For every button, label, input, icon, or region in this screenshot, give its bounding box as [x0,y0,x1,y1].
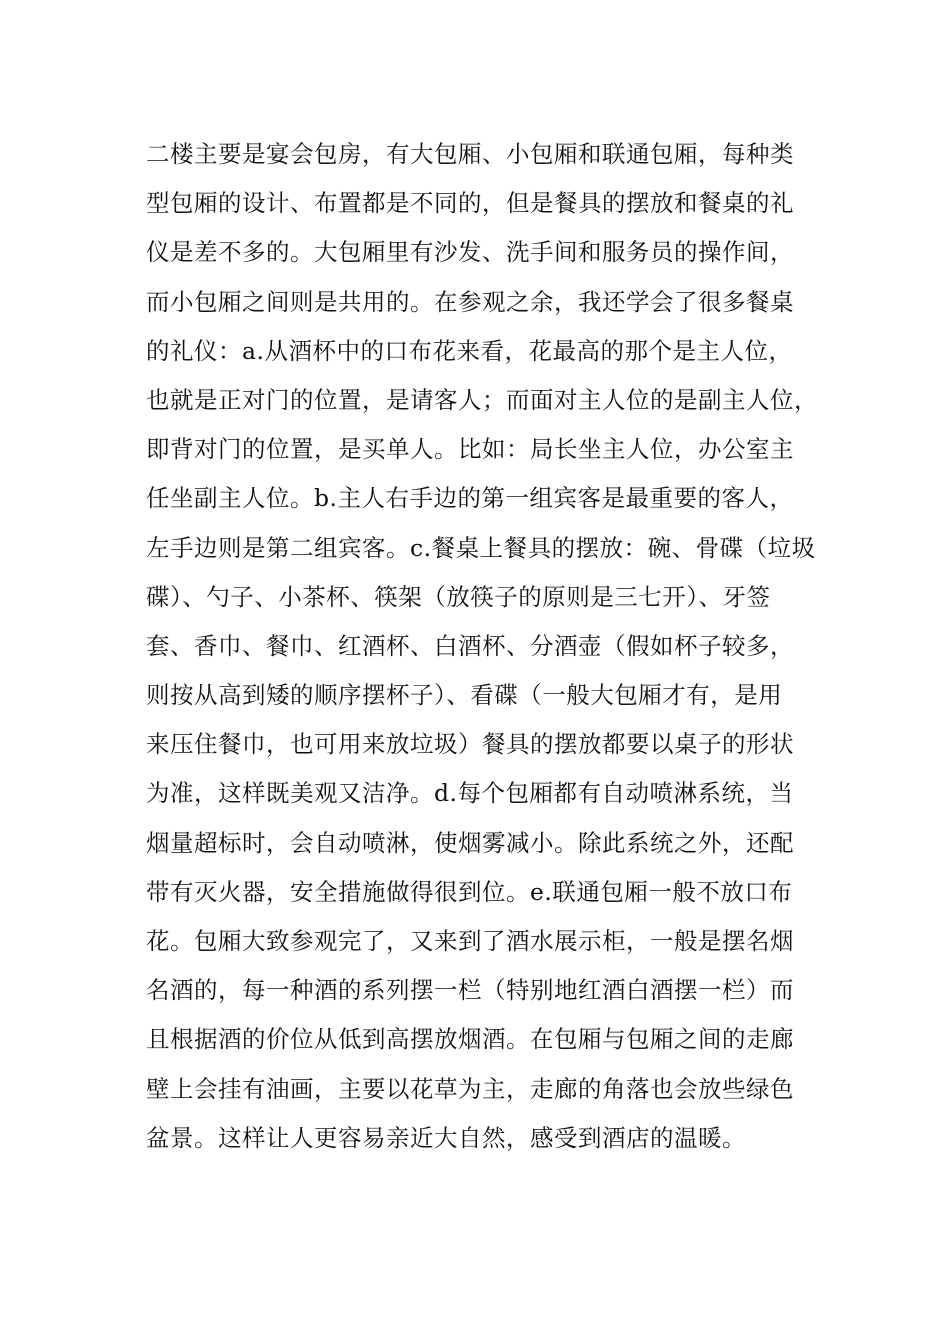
paragraph-line: 为准，这样既美观又洁净。d.每个包厢都有自动喷淋系统，当 [146,779,794,808]
body-paragraph [146,130,826,1163]
paragraph-line: 来压住餐巾，也可用来放垃圾）餐具的摆放都要以桌子的形状 [146,730,794,759]
paragraph-line: 型包厢的设计、布置都是不同的，但是餐具的摆放和餐桌的礼 [146,189,794,218]
paragraph-line: 盆景。这样让人更容易亲近大自然，感受到酒店的温暖。 [146,1123,746,1152]
paragraph-line: 则按从高到矮的顺序摆杯子）、看碟（一般大包厢才有，是用 [146,681,783,710]
paragraph-line: 即背对门的位置，是买单人。比如：局长坐主人位，办公室主 [146,435,794,464]
paragraph-line: 的礼仪：a.从酒杯中的口布花来看，花最高的那个是主人位， [146,336,793,365]
paragraph-line: 左手边则是第二组宾客。c.餐桌上餐具的摆放：碗、骨碟（垃圾 [146,533,816,562]
paragraph-line: 碟）、勺子、小茶杯、筷架（放筷子的原则是三七开）、牙签 [146,582,771,611]
paragraph-line: 烟量超标时，会自动喷淋，使烟雾减小。除此系统之外，还配 [146,828,794,857]
paragraph-line: 花。包厢大致参观完了，又来到了酒水展示柜，一般是摆名烟 [146,927,794,955]
paragraph-line: 而小包厢之间则是共用的。在参观之余，我还学会了很多餐桌 [146,287,794,316]
paragraph-line: 也就是正对门的位置，是请客人；而面对主人位的是副主人位， [146,385,818,414]
paragraph-line: 二楼主要是宴会包房，有大包厢、小包厢和联通包厢，每种类 [146,140,794,168]
paragraph-line: 任坐副主人位。b.主人右手边的第一组宾客是最重要的客人， [146,484,794,513]
paragraph-line: 套、香巾、餐巾、红酒杯、白酒杯、分酒壶（假如杯子较多， [146,631,794,660]
paragraph-line: 仪是差不多的。大包厢里有沙发、洗手间和服务员的操作间， [146,238,794,267]
paragraph-line: 带有灭火器，安全措施做得很到位。e.联通包厢一般不放口布 [146,877,793,906]
paragraph-line: 且根据酒的价位从低到高摆放烟酒。在包厢与包厢之间的走廊 [146,1025,794,1054]
paragraph-line: 壁上会挂有油画，主要以花草为主，走廊的角落也会放些绿色 [146,1074,794,1103]
paragraph-line: 名酒的，每一种酒的系列摆一栏（特别地红酒白酒摆一栏）而 [146,976,794,1005]
